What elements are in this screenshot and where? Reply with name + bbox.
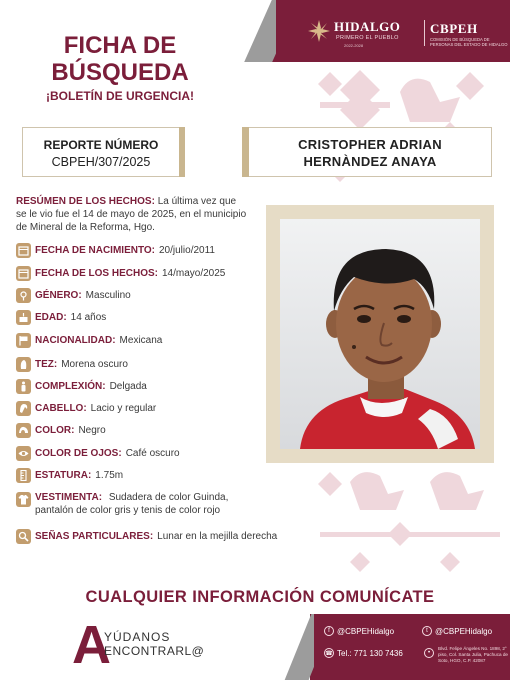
event-date-value: 14/mayo/2025: [161, 267, 226, 279]
hidalgo-flower-logo-icon: [308, 20, 330, 42]
ayudanos-logo-line-1: YÚDANOS: [104, 630, 171, 644]
nationality-label: NACIONALIDAD:: [35, 334, 116, 346]
field-nationality: [16, 332, 266, 348]
hair-label: CABELLO:: [35, 402, 87, 414]
field-build: [16, 378, 266, 394]
height-label: ESTATURA:: [35, 469, 92, 481]
field-event-date: [16, 265, 266, 281]
gender-value: Masculino: [85, 289, 131, 301]
embroidery-pattern-bottom: [310, 462, 510, 582]
calendar-icon: [16, 243, 31, 258]
person-name-line-1: CRISTOPHER ADRIAN: [298, 137, 442, 152]
ayudanos-logo-line-2: ENCONTRARL@: [104, 644, 205, 658]
title-line-1: FICHA DE: [63, 32, 177, 59]
clothing-icon: [16, 492, 31, 507]
face-icon: [16, 357, 31, 372]
phone-contact[interactable]: [324, 648, 403, 658]
age-icon: [16, 310, 31, 325]
ayudanos-logo-letter: A: [72, 615, 111, 675]
twitter-handle: @CBPEHidalgo: [435, 626, 493, 636]
birth-date-value: 20/julio/2011: [159, 244, 215, 256]
report-number: CBPEH/307/2025: [51, 155, 151, 169]
marks-label: SEÑAS PARTICULARES:: [35, 530, 154, 542]
header-band: [272, 0, 510, 62]
eye-color-value: Café oscuro: [125, 447, 180, 459]
clothing-label: VESTIMENTA:: [35, 492, 103, 503]
hair-color-label: COLOR:: [35, 424, 75, 436]
person-name-line-2: HERNÀNDEZ ANAYA: [303, 154, 437, 169]
summary-text: La última vez que se le vio fue el 14 de mayo de 2025, en el municipio de Mineral de la Reforma, Hgo.: [16, 196, 247, 233]
calendar-icon: [16, 266, 31, 281]
gender-icon: [16, 288, 31, 303]
field-eye-color: [16, 445, 266, 461]
person-portrait-illustration: [280, 219, 480, 449]
birth-date-label: FECHA DE NACIMIENTO:: [35, 244, 155, 256]
clothing-text: [35, 491, 266, 517]
field-hair-color: [16, 422, 266, 438]
field-skin: [16, 356, 266, 372]
skin-label: TEZ:: [35, 358, 58, 370]
build-label: COMPLEXIÓN:: [35, 380, 106, 392]
field-distinguishing-marks: [16, 528, 278, 544]
office-address: Blvd. Felipe Ángeles No. 1898, 2° piso, Col. Santa Julia, Pachuca de Soto, HGO, C.P. 42087: [438, 646, 508, 663]
field-birth-date: [16, 242, 266, 258]
location-pin-icon: •: [424, 648, 434, 658]
field-gender: [16, 287, 266, 303]
eye-icon: [16, 446, 31, 461]
age-label: EDAD:: [35, 311, 67, 323]
person-photo: [280, 219, 480, 449]
height-value: 1.75m: [95, 469, 124, 481]
person-name: [249, 136, 491, 170]
report-label: REPORTE NÚMERO: [43, 138, 159, 152]
clothing-value: Sudadera de color Guinda, pantalón de color gris y tenis de color rojo: [35, 492, 229, 516]
phone-icon: ☎: [324, 648, 334, 658]
address-marker: [424, 648, 437, 658]
magnifier-icon: [16, 529, 31, 544]
hair-icon: [16, 401, 31, 416]
field-clothing: [16, 491, 266, 521]
hidalgo-subtitle: PRIMERO EL PUEBLO: [336, 35, 399, 41]
hair-value: Lacio y regular: [90, 402, 157, 414]
hidalgo-title: HIDALGO: [334, 19, 401, 34]
marks-value: Lunar en la mejilla derecha: [157, 530, 278, 542]
hidalgo-years: 2022-2028: [344, 43, 364, 48]
page-title: [30, 32, 210, 86]
facebook-handle: @CBPEHidalgo: [337, 626, 395, 636]
summary-label: RESÚMEN DE LOS HECHOS:: [16, 196, 155, 207]
field-hair: [16, 400, 266, 416]
nationality-value: Mexicana: [119, 334, 163, 346]
cbpeh-subtitle: COMISIÓN DE BÚSQUEDA DE PERSONAS DEL ESTADO DE HIDALGO: [430, 37, 508, 47]
report-number-box: [22, 127, 180, 177]
phone-number: Tel.: 771 130 7436: [337, 648, 403, 658]
title-line-2: BÚSQUEDA: [51, 59, 189, 86]
event-date-label: FECHA DE LOS HECHOS:: [35, 267, 158, 279]
twitter-contact[interactable]: [422, 626, 492, 636]
hair-color-value: Negro: [78, 424, 106, 436]
call-to-action: CUALQUIER INFORMACIÓN COMUNÍCATE: [85, 588, 435, 606]
footer-contact-band: [310, 614, 510, 680]
cbpeh-title: CBPEH: [430, 21, 478, 36]
urgency-subtitle: ¡BOLETÍN DE URGENCIA!: [46, 89, 194, 103]
age-value: 14 años: [70, 311, 107, 323]
summary-of-events: [16, 195, 248, 234]
flag-icon: [16, 333, 31, 348]
body-icon: [16, 379, 31, 394]
build-value: Delgada: [109, 380, 147, 392]
gender-label: GÉNERO:: [35, 289, 82, 301]
hair-color-icon: [16, 423, 31, 438]
person-name-box: [248, 127, 492, 177]
facebook-contact[interactable]: [324, 626, 394, 636]
field-height: [16, 467, 266, 483]
skin-value: Morena oscuro: [61, 358, 128, 370]
eye-color-label: COLOR DE OJOS:: [35, 447, 122, 459]
facebook-icon: f: [324, 626, 334, 636]
field-age: [16, 309, 266, 325]
twitter-icon: t: [422, 626, 432, 636]
height-icon: [16, 468, 31, 483]
header-divider: [424, 20, 425, 46]
